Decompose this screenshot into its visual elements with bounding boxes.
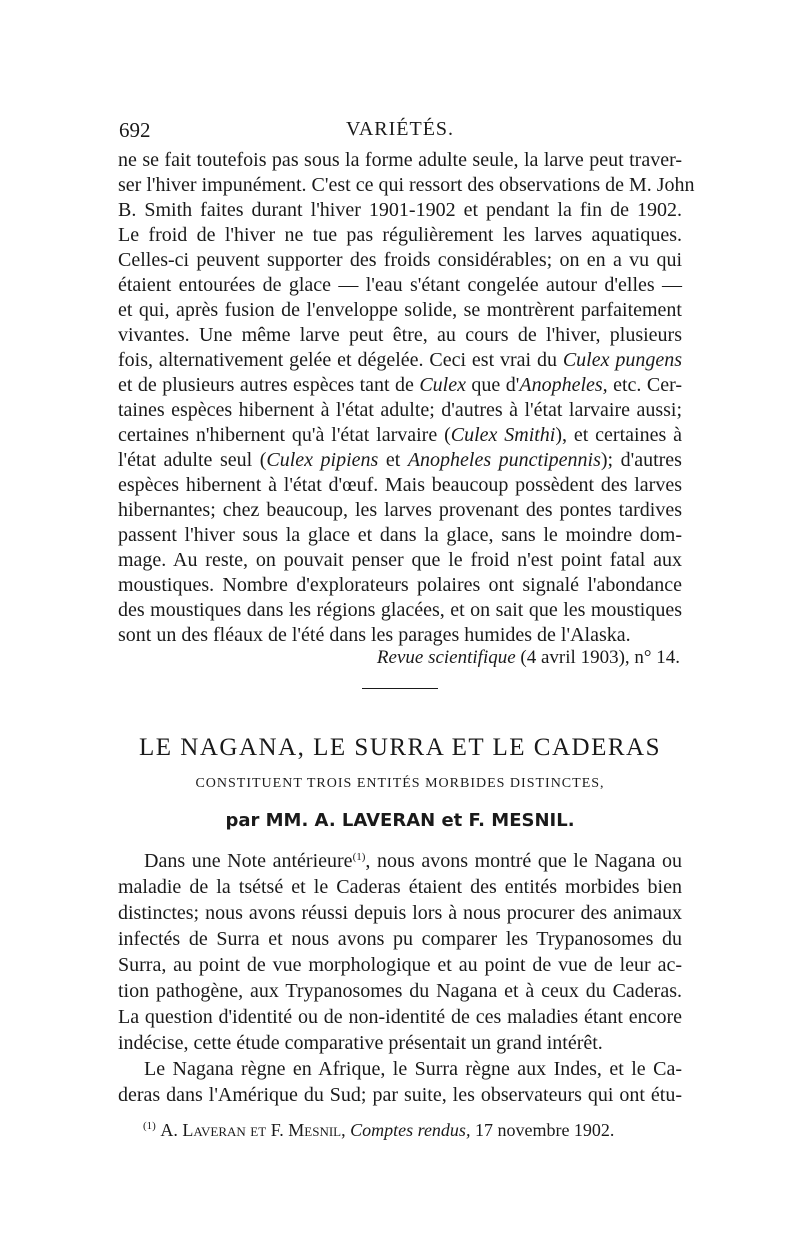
text-run: etc. Cer- bbox=[607, 374, 683, 396]
text-run: fois, alternativement gelée et dégelée. Ceci est vrai du bbox=[118, 349, 563, 371]
footnote-marker: (1) bbox=[143, 1120, 156, 1132]
species-name: Culex bbox=[419, 374, 466, 396]
running-head: VARIÉTÉS. bbox=[345, 118, 455, 140]
text-line: et qui, après fusion de l'enveloppe solide, se montrèrent parfaitement bbox=[118, 299, 682, 321]
text-line: hibernantes; chez beaucoup, les larves provenant des pontes tardives bbox=[118, 499, 682, 521]
text-line: taines espèces hibernent à l'état adulte; d'autres à l'état larvaire aussi; bbox=[118, 399, 682, 421]
text-run: certaines n'hibernent qu'à l'état larvaire ( bbox=[118, 424, 451, 446]
text-line: Le froid de l'hiver ne tue pas régulièrement les larves aquatiques. bbox=[118, 224, 682, 246]
text-line: passent l'hiver sous la glace et dans la glace, sans le moindre dom- bbox=[118, 524, 682, 546]
text-run: , nous avons montré que le Nagana ou bbox=[365, 850, 682, 872]
species-name: Culex pipiens bbox=[266, 449, 379, 471]
text-line: ser l'hiver impunément. C'est ce qui ressort des observations de M. John bbox=[118, 174, 695, 196]
text-line bbox=[118, 373, 682, 398]
footnote-journal: Comptes rendus, bbox=[350, 1120, 471, 1140]
text-line: Surra, au point de vue morphologique et au point de vue de leur ac- bbox=[118, 954, 682, 976]
footnote-authors: A. Laveran et F. Mesnil, bbox=[160, 1120, 346, 1140]
text-run: ); d'autres bbox=[600, 449, 682, 471]
text-run: ), et certaines à bbox=[555, 424, 682, 446]
text-line: tion pathogène, aux Trypanosomes du Nagana et à ceux du Caderas. bbox=[118, 980, 682, 1002]
text-line: indécise, cette étude comparative présentait un grand intérêt. bbox=[118, 1032, 603, 1054]
source-journal: Revue scientifique bbox=[376, 647, 516, 668]
text-line: maladie de la tsétsé et le Caderas étaient des entités morbides bien bbox=[118, 876, 682, 898]
source-details: (4 avril 1903), n° 14. bbox=[515, 647, 680, 668]
page-number: 692 bbox=[119, 118, 151, 142]
article-subtitle: CONSTITUENT TROIS ENTITÉS MORBIDES DISTINCTES, bbox=[195, 776, 605, 791]
text-line: Le Nagana règne en Afrique, le Surra règne aux Indes, et le Ca- bbox=[144, 1058, 682, 1080]
text-line: distinctes; nous avons réussi depuis lors à nous procurer des animaux bbox=[118, 902, 682, 924]
text-line: étaient entourées de glace — l'eau s'étant congelée autour d'elles — bbox=[118, 274, 682, 296]
text-run: que d' bbox=[465, 374, 520, 396]
text-line: ne se fait toutefois pas sous la forme adulte seule, la larve peut traver- bbox=[118, 149, 682, 171]
text-line bbox=[118, 848, 682, 874]
text-run: l'état adulte seul ( bbox=[118, 449, 267, 471]
source-citation bbox=[300, 645, 680, 670]
text-line: La question d'identité ou de non-identité de ces maladies étant encore bbox=[118, 1006, 682, 1028]
section-divider bbox=[362, 688, 438, 689]
text-line bbox=[118, 348, 682, 373]
article-nagana-text bbox=[118, 848, 682, 1108]
text-line: Celles-ci peuvent supporter des froids considérables; on en a vu qui bbox=[118, 249, 682, 271]
footnote bbox=[143, 1118, 683, 1142]
text-line: B. Smith faites durant l'hiver 1901-1902 et pendant la fin de 1902. bbox=[118, 199, 682, 221]
species-name: Culex Smithi bbox=[450, 424, 556, 446]
article-title: LE NAGANA, LE SURRA ET LE CADERAS bbox=[139, 734, 661, 761]
text-line: mage. Au reste, on pouvait penser que le froid n'est point fatal aux bbox=[118, 549, 682, 571]
species-name: Anopheles punctipennis bbox=[407, 449, 601, 471]
species-name: Anopheles, bbox=[519, 374, 608, 396]
species-name: Culex pungens bbox=[562, 349, 683, 371]
text-line: sont un des fléaux de l'été dans les parages humides de l'Alaska. bbox=[118, 624, 631, 646]
article-varietes-text bbox=[118, 148, 695, 648]
text-line bbox=[118, 423, 682, 448]
footnote-reference: (1) bbox=[352, 851, 366, 863]
page-header bbox=[119, 118, 681, 142]
text-line: des moustiques dans les régions glacées, et on sait que les moustiques bbox=[118, 599, 682, 621]
text-line: vivantes. Une même larve peut être, au cours de l'hiver, plusieurs bbox=[118, 324, 682, 346]
text-line: moustiques. Nombre d'explorateurs polaires ont signalé l'abondance bbox=[118, 574, 682, 596]
text-run: et de plusieurs autres espèces tant de bbox=[118, 374, 420, 396]
text-line: deras dans l'Amérique du Sud; par suite, les observateurs qui ont étu- bbox=[118, 1084, 682, 1106]
article-authors: par MM. A. LAVERAN et F. MESNIL. bbox=[225, 810, 575, 831]
text-run: Dans une Note antérieure bbox=[144, 850, 353, 872]
text-line bbox=[118, 448, 682, 473]
text-line: infectés de Surra et nous avons pu comparer les Trypanosomes du bbox=[118, 928, 682, 950]
text-line: espèces hibernent à l'état d'œuf. Mais beaucoup possèdent des larves bbox=[118, 474, 682, 496]
footnote-date: 17 novembre 1902. bbox=[470, 1120, 615, 1140]
text-run: et bbox=[378, 449, 408, 471]
